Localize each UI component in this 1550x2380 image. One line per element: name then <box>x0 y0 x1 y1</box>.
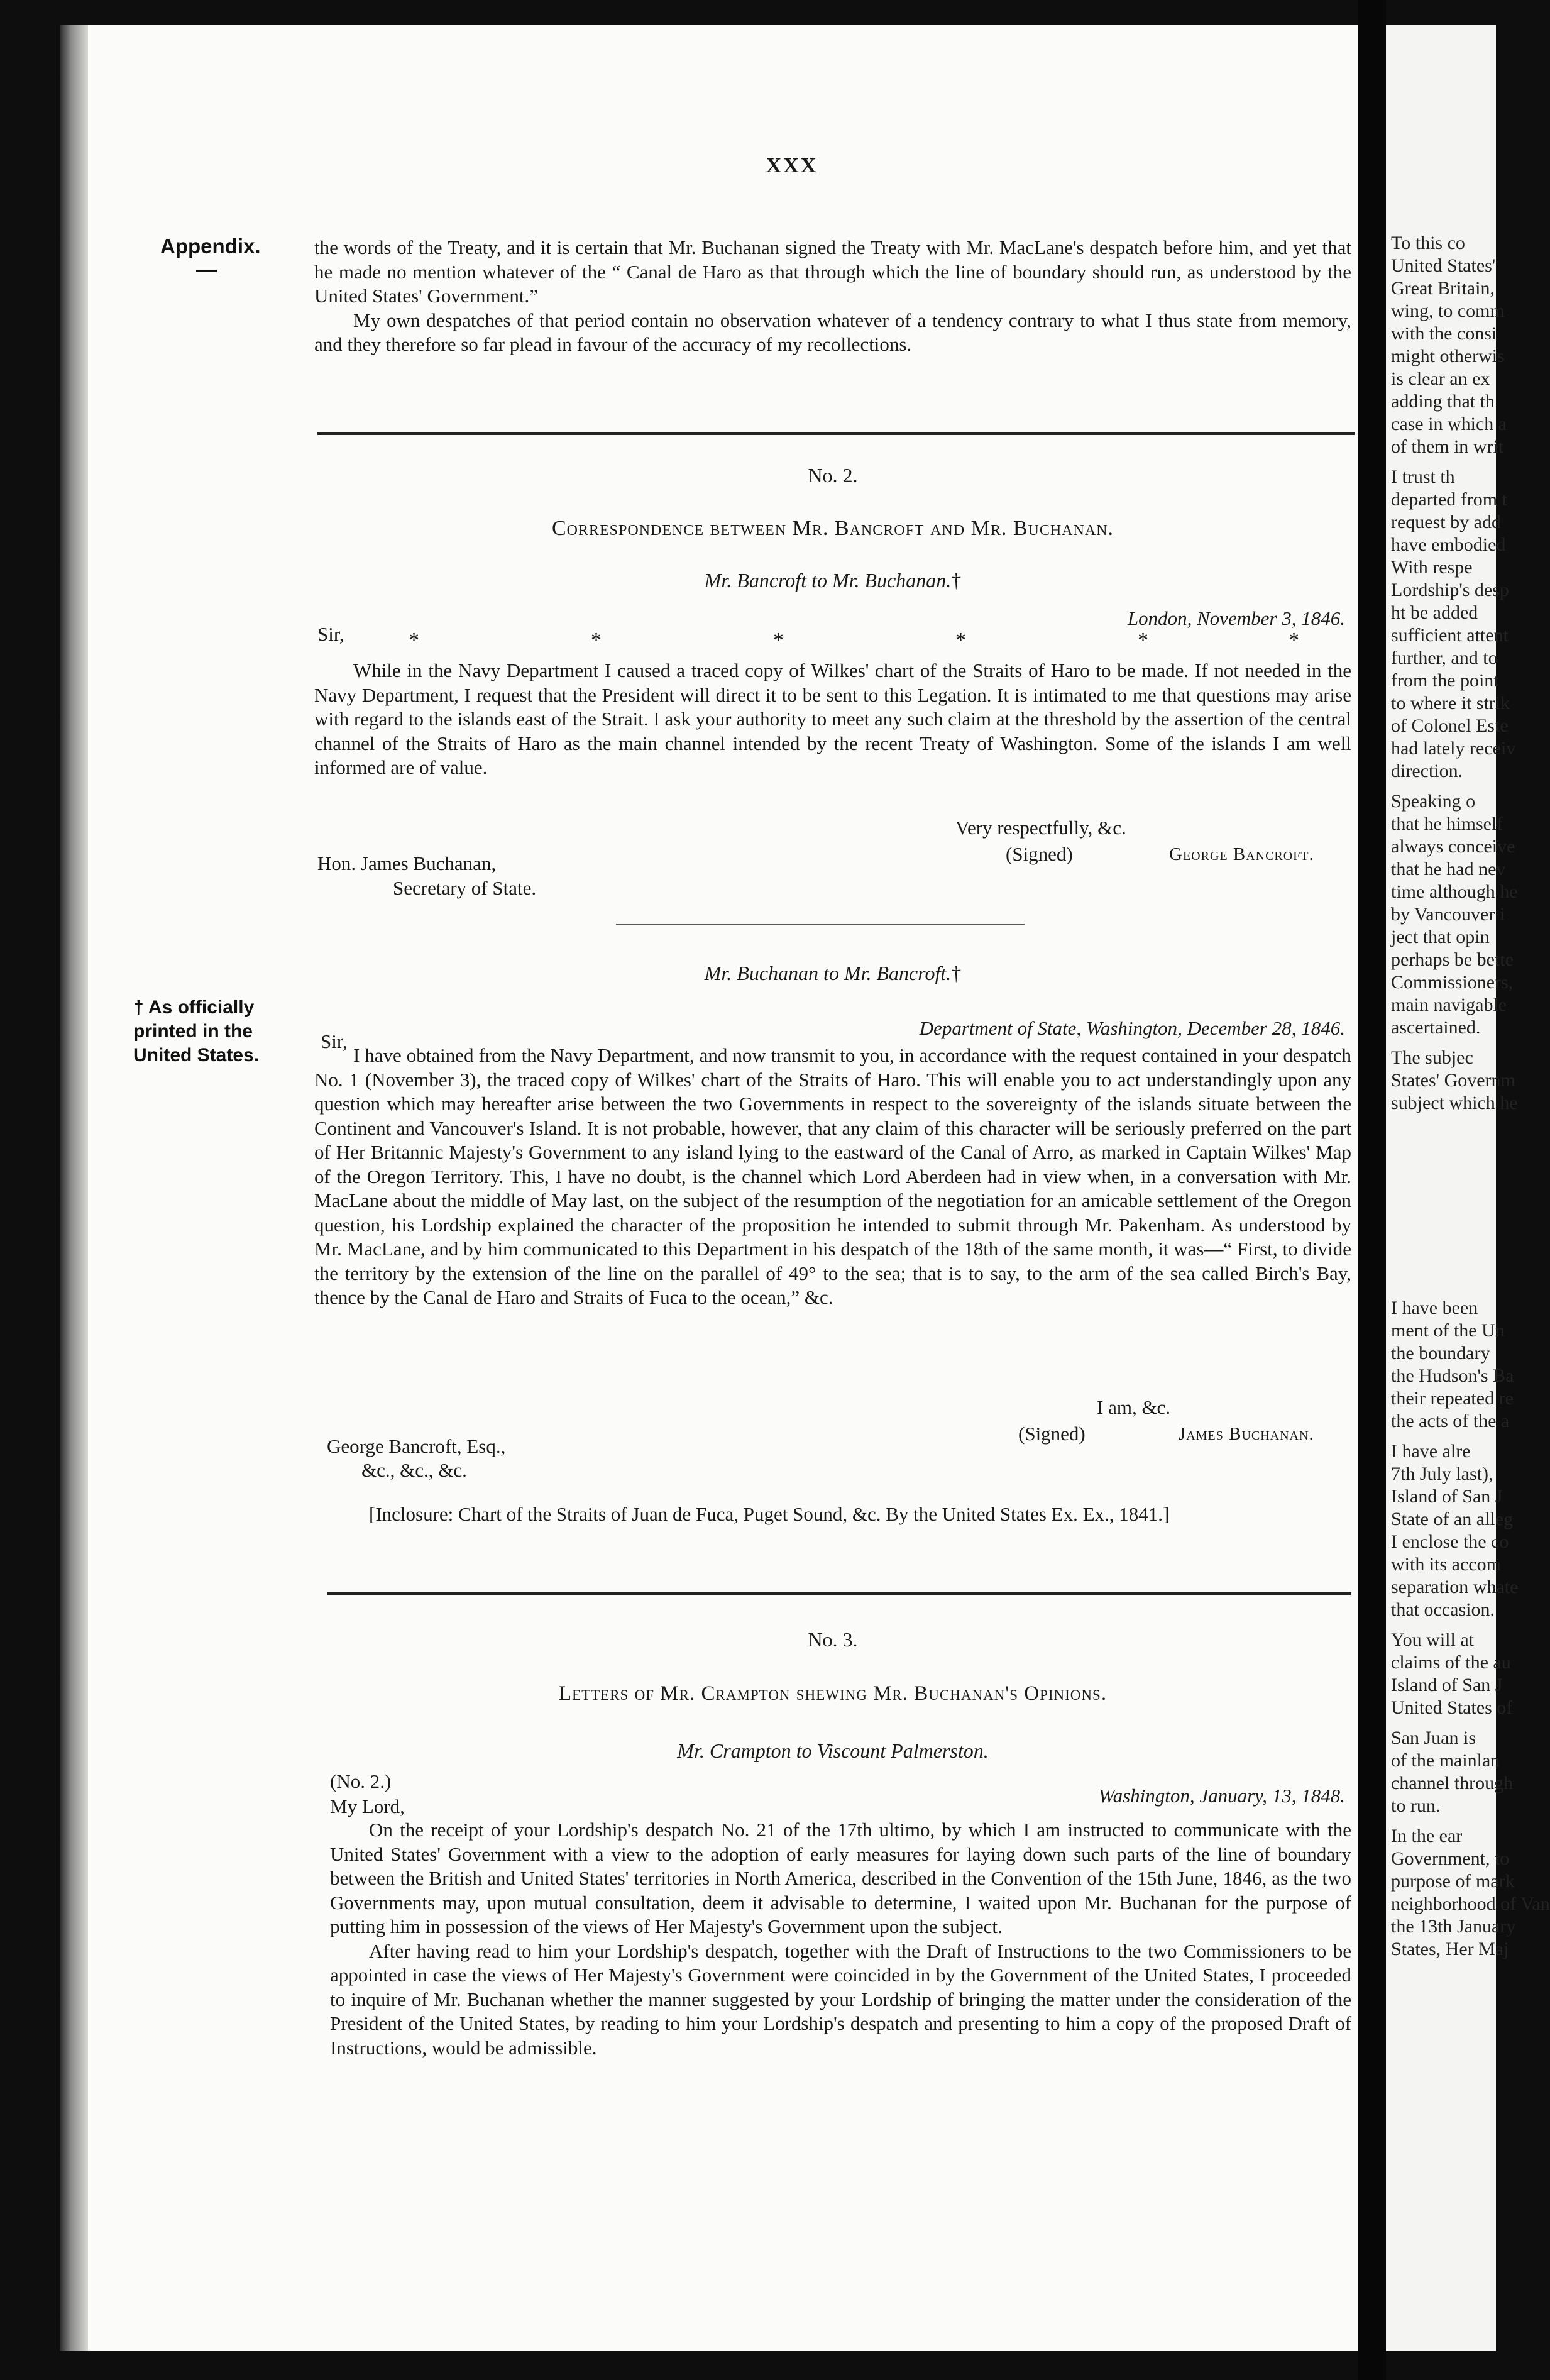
star: * <box>409 629 419 652</box>
facing-page-line: Lordship's desp <box>1391 580 1509 600</box>
facing-page-line: to run. <box>1391 1795 1441 1816</box>
facing-page-line: ject that opin <box>1391 927 1490 947</box>
letter-1-paragraph: While in the Navy Department I caused a traced copy of Wilkes' chart of the Straits of Haro to be made. If not needed in the Navy Department, I request that the President will direct it to be sent to this Legation. It is intimated to me that questions may arise with regard to the islands east of the Strait. I ask your authority to meet any such claim at the threshold by the assertion of the central channel of the Straits of Haro as the main channel intended by the recent Treaty of Washington. Some of the islands I am well informed are of value. <box>314 659 1351 778</box>
letter-3-reference: (No. 2.) <box>330 1770 392 1792</box>
letter-2-title-text: Mr. Buchanan to Mr. Bancroft. <box>704 962 952 984</box>
facing-page-line: States, Her Maj <box>1391 1939 1509 1959</box>
facing-page-line: the Hudson's Ba <box>1391 1365 1514 1386</box>
facing-page-line: of the mainlan <box>1391 1750 1500 1771</box>
facing-page-line: 7th July last), <box>1391 1463 1493 1484</box>
section-3-number: No. 3. <box>808 1628 858 1651</box>
section-2-heading: Correspondence between Mr. Bancroft and Mr. Buchanan. <box>551 517 1114 540</box>
margin-note-line: United States. <box>133 1045 260 1066</box>
dagger-mark: † <box>951 962 962 984</box>
facing-page-line: is clear an ex <box>1391 368 1490 389</box>
letter-3-paragraph-1: On the receipt of your Lordship's despatch No. 21 of the 17th ultimo, by which I am instructed to communicate with the United States' Government with a view to the adoption of early measures for laying down such parts of the line of boundary between the British and United States' territories in North America, described in the Convention of the 15th June, 1846, as the two Governments may, upon mutual consultation, deem it advisable to determine, I waited upon Mr. Buchanan for the purpose of putting him in possession of the views of Her Majesty's Government upon the subject. <box>330 1819 1351 1937</box>
star: * <box>955 629 966 652</box>
facing-page-line: subject which he <box>1391 1093 1518 1113</box>
letter-2-body <box>314 1044 1351 1310</box>
inclosure-note <box>330 1502 1351 1527</box>
letter-1-salutation: Sir, <box>317 623 344 645</box>
letter-1-addressee: Hon. James Buchanan, <box>317 852 497 874</box>
facing-page-line: To this co <box>1391 233 1465 253</box>
margin-note-line: printed in the <box>133 1021 253 1042</box>
facing-page-line: ht be added <box>1391 602 1478 623</box>
letter-3-body <box>330 1818 1351 2060</box>
facing-page-line: In the ear <box>1391 1826 1463 1846</box>
facing-page-line: perhaps be bette <box>1391 949 1514 970</box>
facing-page-line: time although he <box>1391 881 1518 902</box>
facing-page-line: the acts of the a <box>1391 1411 1510 1431</box>
facing-page-line: United States of <box>1391 1697 1513 1718</box>
facing-page-line: Commissioners, <box>1391 972 1514 993</box>
facing-page-line: that he had nev <box>1391 859 1506 879</box>
facing-page-line: further, and to <box>1391 647 1498 668</box>
facing-page-line: main navigable <box>1391 994 1507 1015</box>
letter-3-paragraph-2: After having read to him your Lordship's despatch, together with the Draft of Instructions to the two Commissioners to be appointed in case the views of Her Majesty's Government were coincided in by the Government of the United States, I proceeded to inquire of Mr. Buchanan whether the manner suggested by your Lordship of bringing the matter under the consideration of the President of the United States, by reading to him your Lordship's despatch and presenting to him a copy of the proposed Draft of Instructions, would be admissible. <box>330 1939 1351 2059</box>
facing-page-line: of Colonel Este <box>1391 715 1509 736</box>
inclosure-text: [Inclosure: Chart of the Straits of Juan de Fuca, Puget Sound, &c. By the United States Ex. Ex., 1841.] <box>369 1503 1170 1525</box>
facing-page-line: ment of the Un <box>1391 1320 1505 1341</box>
letter-divider <box>616 924 1025 925</box>
star: * <box>1289 629 1299 652</box>
facing-page-line: case in which a <box>1391 414 1507 434</box>
letter-2-signature: James Buchanan. <box>1179 1424 1314 1444</box>
letter-1-closing: Very respectfully, &c. <box>955 817 1126 839</box>
margin-official-note <box>133 996 259 1067</box>
letter-2-paragraph: I have obtained from the Navy Department, and now transmit to you, in accordance with the request contained in your despatch No. 1 (November 3), the traced copy of Wilkes' chart of the Straits of Haro. This will enable you to act understandingly upon any question which may hereafter arise between the two Governments in respect to the sovereignty of the islands situate between the Continent and Vancouver's Island. It is not probable, however, that any claim of this character will be seriously preferred on the part of Her Britannic Majesty's Government to any island lying to the eastward of the Canal of Arro, as marked in Captain Wilkes' Map of the Oregon Territory. This, I have no doubt, is the channel which Lord Aberdeen had in view when, in a conversation with Mr. MacLane about the middle of May last, on the subject of the resumption of the negotiation for an amicable settlement of the Oregon question, his Lordship explained the character of the proposition he intended to submit through Mr. Pakenham. As understood by Mr. MacLane, and by him communicated to this Department in his despatch of the 18th of the same month, it was—“ First, to divide the territory by the extension of the line on the parallel of 49° to the sea; that is to say, to the arm of the sea called Birch's Bay, thence by the Canal de Haro and Straits of Fuca to the ocean,” &c. <box>314 1044 1351 1308</box>
facing-page-line: request by add <box>1391 512 1501 532</box>
letter-3-dateline: Washington, January, 13, 1848. <box>1098 1785 1345 1807</box>
letter-1-addressee-title: Secretary of State. <box>393 877 537 899</box>
facing-page-line: Speaking o <box>1391 791 1476 812</box>
letter-1-signed: (Signed) <box>1006 843 1073 865</box>
facing-page-line: neighborhood of Van <box>1391 1893 1550 1914</box>
facing-page-line: purpose of mark <box>1391 1871 1515 1892</box>
facing-page-line: direction. <box>1391 761 1463 781</box>
facing-page-line: I have been <box>1391 1297 1478 1318</box>
intro-paragraph-1: the words of the Treaty, and it is certain that Mr. Buchanan signed the Treaty with Mr. MacLane's despatch before him, and yet that he made no mention whatever of the “ Canal de Haro as that through which the line of boundary should run, as understood by the United States' Government.” <box>314 236 1351 307</box>
intro-text <box>314 236 1351 357</box>
letter-2-addressee-title: &c., &c., &c. <box>361 1459 467 1481</box>
letter-2-title <box>314 962 1351 985</box>
facing-page-line: the 13th January <box>1391 1916 1516 1937</box>
star: * <box>773 629 784 652</box>
facing-page-line: departed from t <box>1391 489 1507 510</box>
margin-note-line: † As officially <box>133 997 255 1018</box>
facing-page-line: With respe <box>1391 557 1473 578</box>
section-divider <box>317 432 1355 435</box>
section-2-number: No. 2. <box>808 464 858 487</box>
letter-2-closing: I am, &c. <box>1097 1396 1171 1418</box>
section-divider <box>327 1592 1351 1595</box>
section-3-heading: Letters of Mr. Crampton shewing Mr. Buchanan's Opinions. <box>558 1682 1108 1705</box>
facing-page-line: always conceive <box>1391 836 1515 857</box>
letter-1-dateline: London, November 3, 1846. <box>1127 607 1345 629</box>
facing-page-line: San Juan is <box>1391 1727 1476 1748</box>
star: * <box>1138 629 1148 652</box>
facing-page-line: had lately receiv <box>1391 738 1516 759</box>
facing-page-line: I have alre <box>1391 1441 1471 1462</box>
dagger-mark: † <box>951 569 962 592</box>
facing-page-line: that he himself <box>1391 813 1503 834</box>
facing-page-line: their repeated re <box>1391 1388 1514 1409</box>
facing-page-line: separation whate <box>1391 1577 1519 1597</box>
facing-page-line: Government, to <box>1391 1848 1510 1869</box>
facing-page-line: wing, to comm <box>1391 300 1505 321</box>
facing-page-line: that occasion. <box>1391 1599 1495 1620</box>
star: * <box>591 629 602 652</box>
facing-page-line: I trust th <box>1391 466 1455 487</box>
page-number: XXX <box>766 154 818 177</box>
book-binding <box>60 25 88 2351</box>
facing-page-line: Great Britain, <box>1391 278 1495 299</box>
facing-page-line: The subjec <box>1391 1047 1473 1068</box>
facing-page-line: sufficient attent <box>1391 625 1509 646</box>
margin-appendix-dash: — <box>196 258 217 281</box>
intro-paragraph-2: My own despatches of that period contain no observation whatever of a tendency contrary to what I thus state from memory, and they therefore so far plead in favour of the accuracy of my recollections. <box>314 309 1351 355</box>
letter-2-salutation: Sir, <box>321 1030 348 1052</box>
facing-page-line: Island of San J <box>1391 1675 1503 1695</box>
facing-page-line: States' Governm <box>1391 1070 1515 1091</box>
facing-page-line: might otherwis <box>1391 346 1505 366</box>
facing-page-line: State of an alleg <box>1391 1509 1514 1529</box>
facing-page-line: of them in writ <box>1391 436 1504 457</box>
facing-page-line: ascertained. <box>1391 1017 1481 1038</box>
letter-1-title <box>314 569 1351 592</box>
facing-page-line: with its accom <box>1391 1554 1501 1575</box>
facing-page-line: Island of San J <box>1391 1486 1503 1507</box>
facing-page-line: have embodied <box>1391 534 1506 555</box>
letter-3-title: Mr. Crampton to Viscount Palmerston. <box>677 1739 989 1762</box>
facing-page-line: adding that th <box>1391 391 1495 412</box>
page-gutter <box>1358 0 1386 2380</box>
letter-2-dateline: Department of State, Washington, December 28, 1846. <box>919 1017 1345 1039</box>
letter-1-signature: George Bancroft. <box>1169 844 1314 864</box>
letter-2-signed: (Signed) <box>1018 1423 1086 1445</box>
facing-page-line: You will at <box>1391 1629 1474 1650</box>
facing-page-line: with the consi <box>1391 323 1497 344</box>
facing-page-line: claims of the au <box>1391 1652 1511 1673</box>
letter-2-addressee: George Bancroft, Esq., <box>327 1435 506 1457</box>
letter-1-body <box>314 659 1351 780</box>
facing-page-fragment <box>1386 25 1550 2351</box>
facing-page-line: the boundary <box>1391 1343 1490 1364</box>
letter-3-salutation: My Lord, <box>330 1795 405 1817</box>
margin-appendix-label: Appendix. <box>160 234 261 258</box>
facing-page-line: by Vancouver i <box>1391 904 1505 925</box>
facing-page-line: I enclose the co <box>1391 1531 1509 1552</box>
facing-page-line: to where it strik <box>1391 693 1510 713</box>
facing-page-line: from the point <box>1391 670 1499 691</box>
facing-page-line: United States' <box>1391 255 1496 276</box>
facing-page-line: channel through <box>1391 1773 1514 1793</box>
letter-1-title-text: Mr. Bancroft to Mr. Buchanan. <box>704 569 952 592</box>
